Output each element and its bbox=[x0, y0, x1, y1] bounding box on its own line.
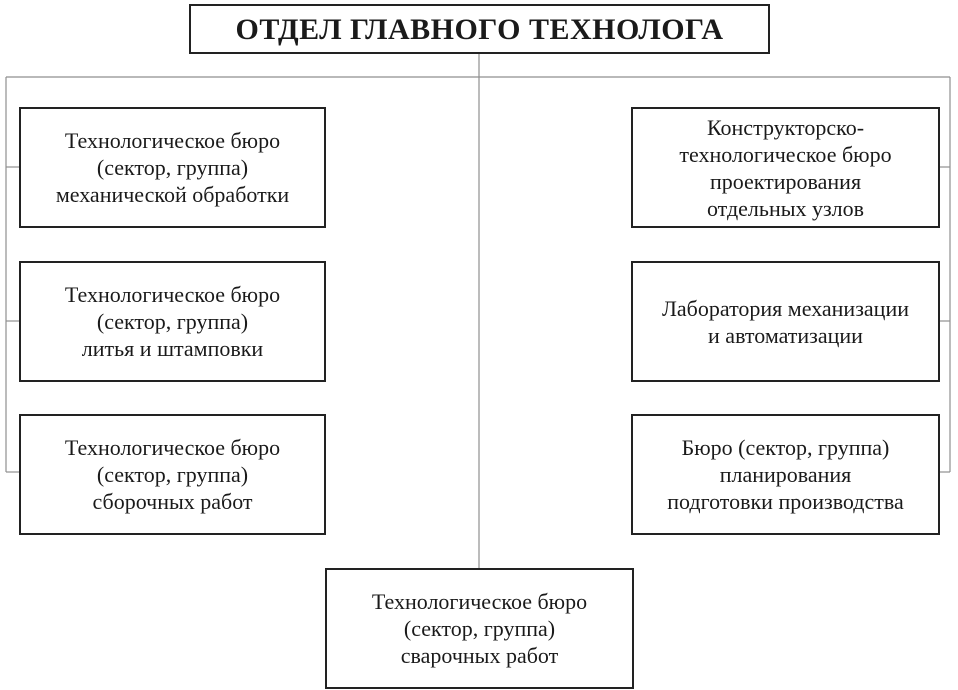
box-assembly-bureau bbox=[19, 414, 326, 535]
box-machining-bureau bbox=[19, 107, 326, 228]
box-line: проектирования bbox=[709, 168, 862, 194]
department-title-box bbox=[189, 4, 770, 54]
box-planning-bureau bbox=[631, 414, 940, 535]
box-line: Технологическое бюро bbox=[64, 435, 281, 460]
box-welding-bureau bbox=[325, 568, 634, 689]
box-line: (сектор, группа) bbox=[96, 309, 249, 334]
box-line: механической обработки bbox=[55, 182, 290, 207]
box-line: Технологическое бюро bbox=[64, 128, 281, 153]
box-line: Технологическое бюро bbox=[64, 282, 281, 307]
box-line: Лаборатория механизации bbox=[662, 295, 909, 321]
box-line: сборочных работ bbox=[92, 489, 253, 514]
box-line: подготовки производства bbox=[667, 489, 904, 514]
box-line: Конструкторско- bbox=[706, 114, 865, 140]
box-design-tech-bureau bbox=[631, 107, 940, 228]
box-mechanization-lab bbox=[631, 261, 940, 382]
box-line: технологическое бюро bbox=[679, 141, 892, 167]
box-line: Бюро (сектор, группа) bbox=[681, 435, 890, 460]
box-line: отдельных узлов bbox=[706, 195, 865, 221]
box-casting-stamping-bureau bbox=[19, 261, 326, 382]
box-line: (сектор, группа) bbox=[96, 155, 249, 180]
box-line: (сектор, группа) bbox=[403, 616, 556, 641]
box-line: (сектор, группа) bbox=[96, 462, 249, 487]
box-line: сварочных работ bbox=[400, 643, 559, 668]
department-title: ОТДЕЛ ГЛАВНОГО ТЕХНОЛОГА bbox=[235, 12, 724, 46]
box-line: планирования bbox=[719, 462, 852, 487]
box-line: Технологическое бюро bbox=[371, 589, 588, 614]
box-line: и автоматизации bbox=[708, 322, 863, 348]
box-line: литья и штамповки bbox=[81, 336, 264, 361]
